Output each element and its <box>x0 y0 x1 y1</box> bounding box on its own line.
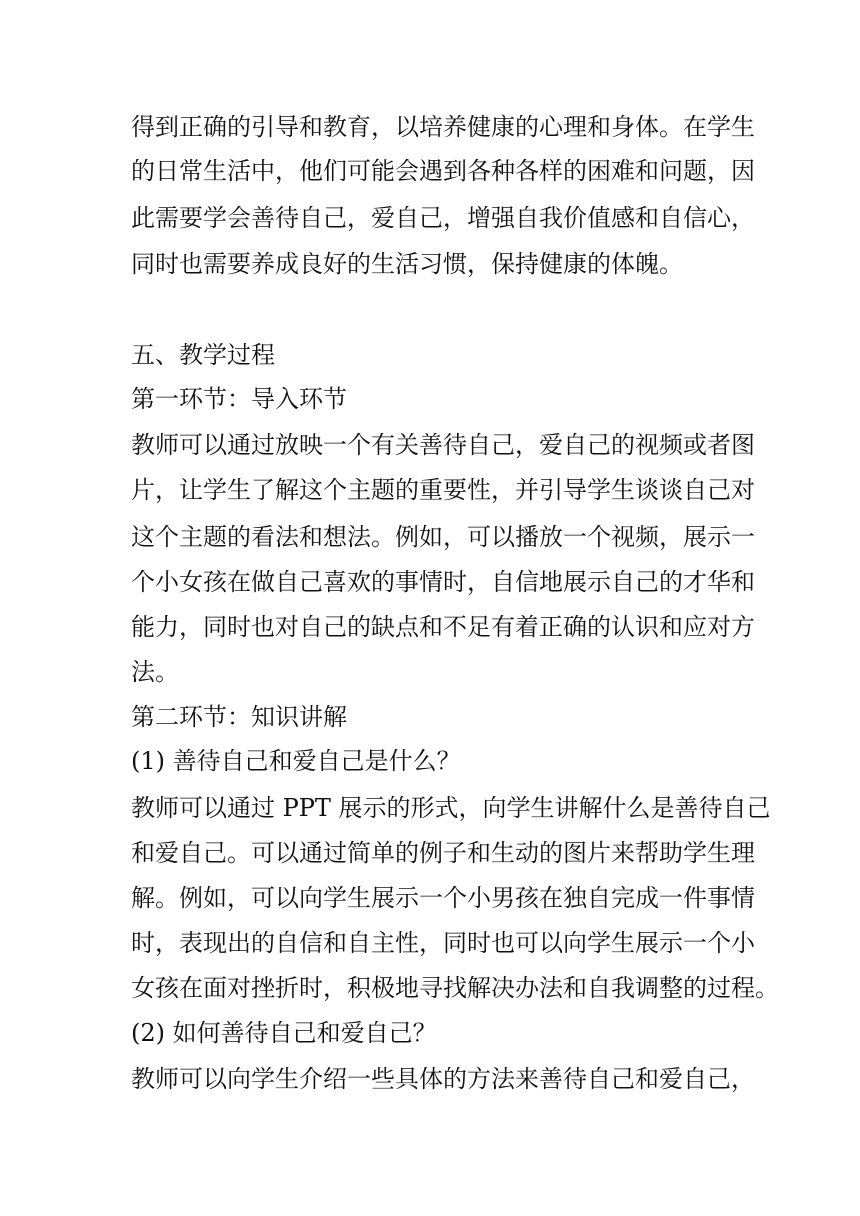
paragraph-line: 和爱自己。可以通过简单的例子和生动的图片来帮助学生理 <box>131 839 755 867</box>
paragraph-line: 同时也需要养成良好的生活习惯，保持健康的体魄。 <box>131 250 683 278</box>
subsection-heading: 第一环节：导入环节 <box>131 385 347 413</box>
paragraph-line: 得到正确的引导和教育，以培养健康的心理和身体。在学生 <box>131 113 755 141</box>
paragraph-line: 这个主题的看法和想法。例如，可以播放一个视频，展示一 <box>131 523 755 551</box>
list-item-heading: (2) 如何善待自己和爱自己？ <box>131 1019 437 1047</box>
paragraph-line: 个小女孩在做自己喜欢的事情时，自信地展示自己的才华和 <box>131 568 755 596</box>
paragraph-line: 教师可以通过 PPT 展示的形式，向学生讲解什么是善待自己 <box>131 794 771 822</box>
list-item-heading: (1) 善待自己和爱自己是什么？ <box>131 747 461 775</box>
paragraph-line: 女孩在面对挫折时，积极地寻找解决办法和自我调整的过程。 <box>131 974 779 1002</box>
paragraph-line: 此需要学会善待自己，爱自己，增强自我价值感和自信心， <box>131 204 755 232</box>
paragraph-line: 片，让学生了解这个主题的重要性，并引导学生谈谈自己对 <box>131 476 755 504</box>
subsection-heading: 第二环节：知识讲解 <box>131 703 347 731</box>
paragraph-line: 教师可以通过放映一个有关善待自己，爱自己的视频或者图 <box>131 431 755 459</box>
paragraph-line: 解。例如，可以向学生展示一个小男孩在独自完成一件事情 <box>131 884 755 912</box>
paragraph-line: 时，表现出的自信和自主性，同时也可以向学生展示一个小 <box>131 929 755 957</box>
paragraph-line: 法。 <box>131 658 179 686</box>
paragraph-line: 教师可以向学生介绍一些具体的方法来善待自己和爱自己， <box>131 1065 755 1093</box>
section-heading: 五、教学过程 <box>131 341 275 369</box>
paragraph-line: 能力，同时也对自己的缺点和不足有着正确的认识和应对方 <box>131 613 755 641</box>
paragraph-line: 的日常生活中，他们可能会遇到各种各样的困难和问题，因 <box>131 157 755 185</box>
